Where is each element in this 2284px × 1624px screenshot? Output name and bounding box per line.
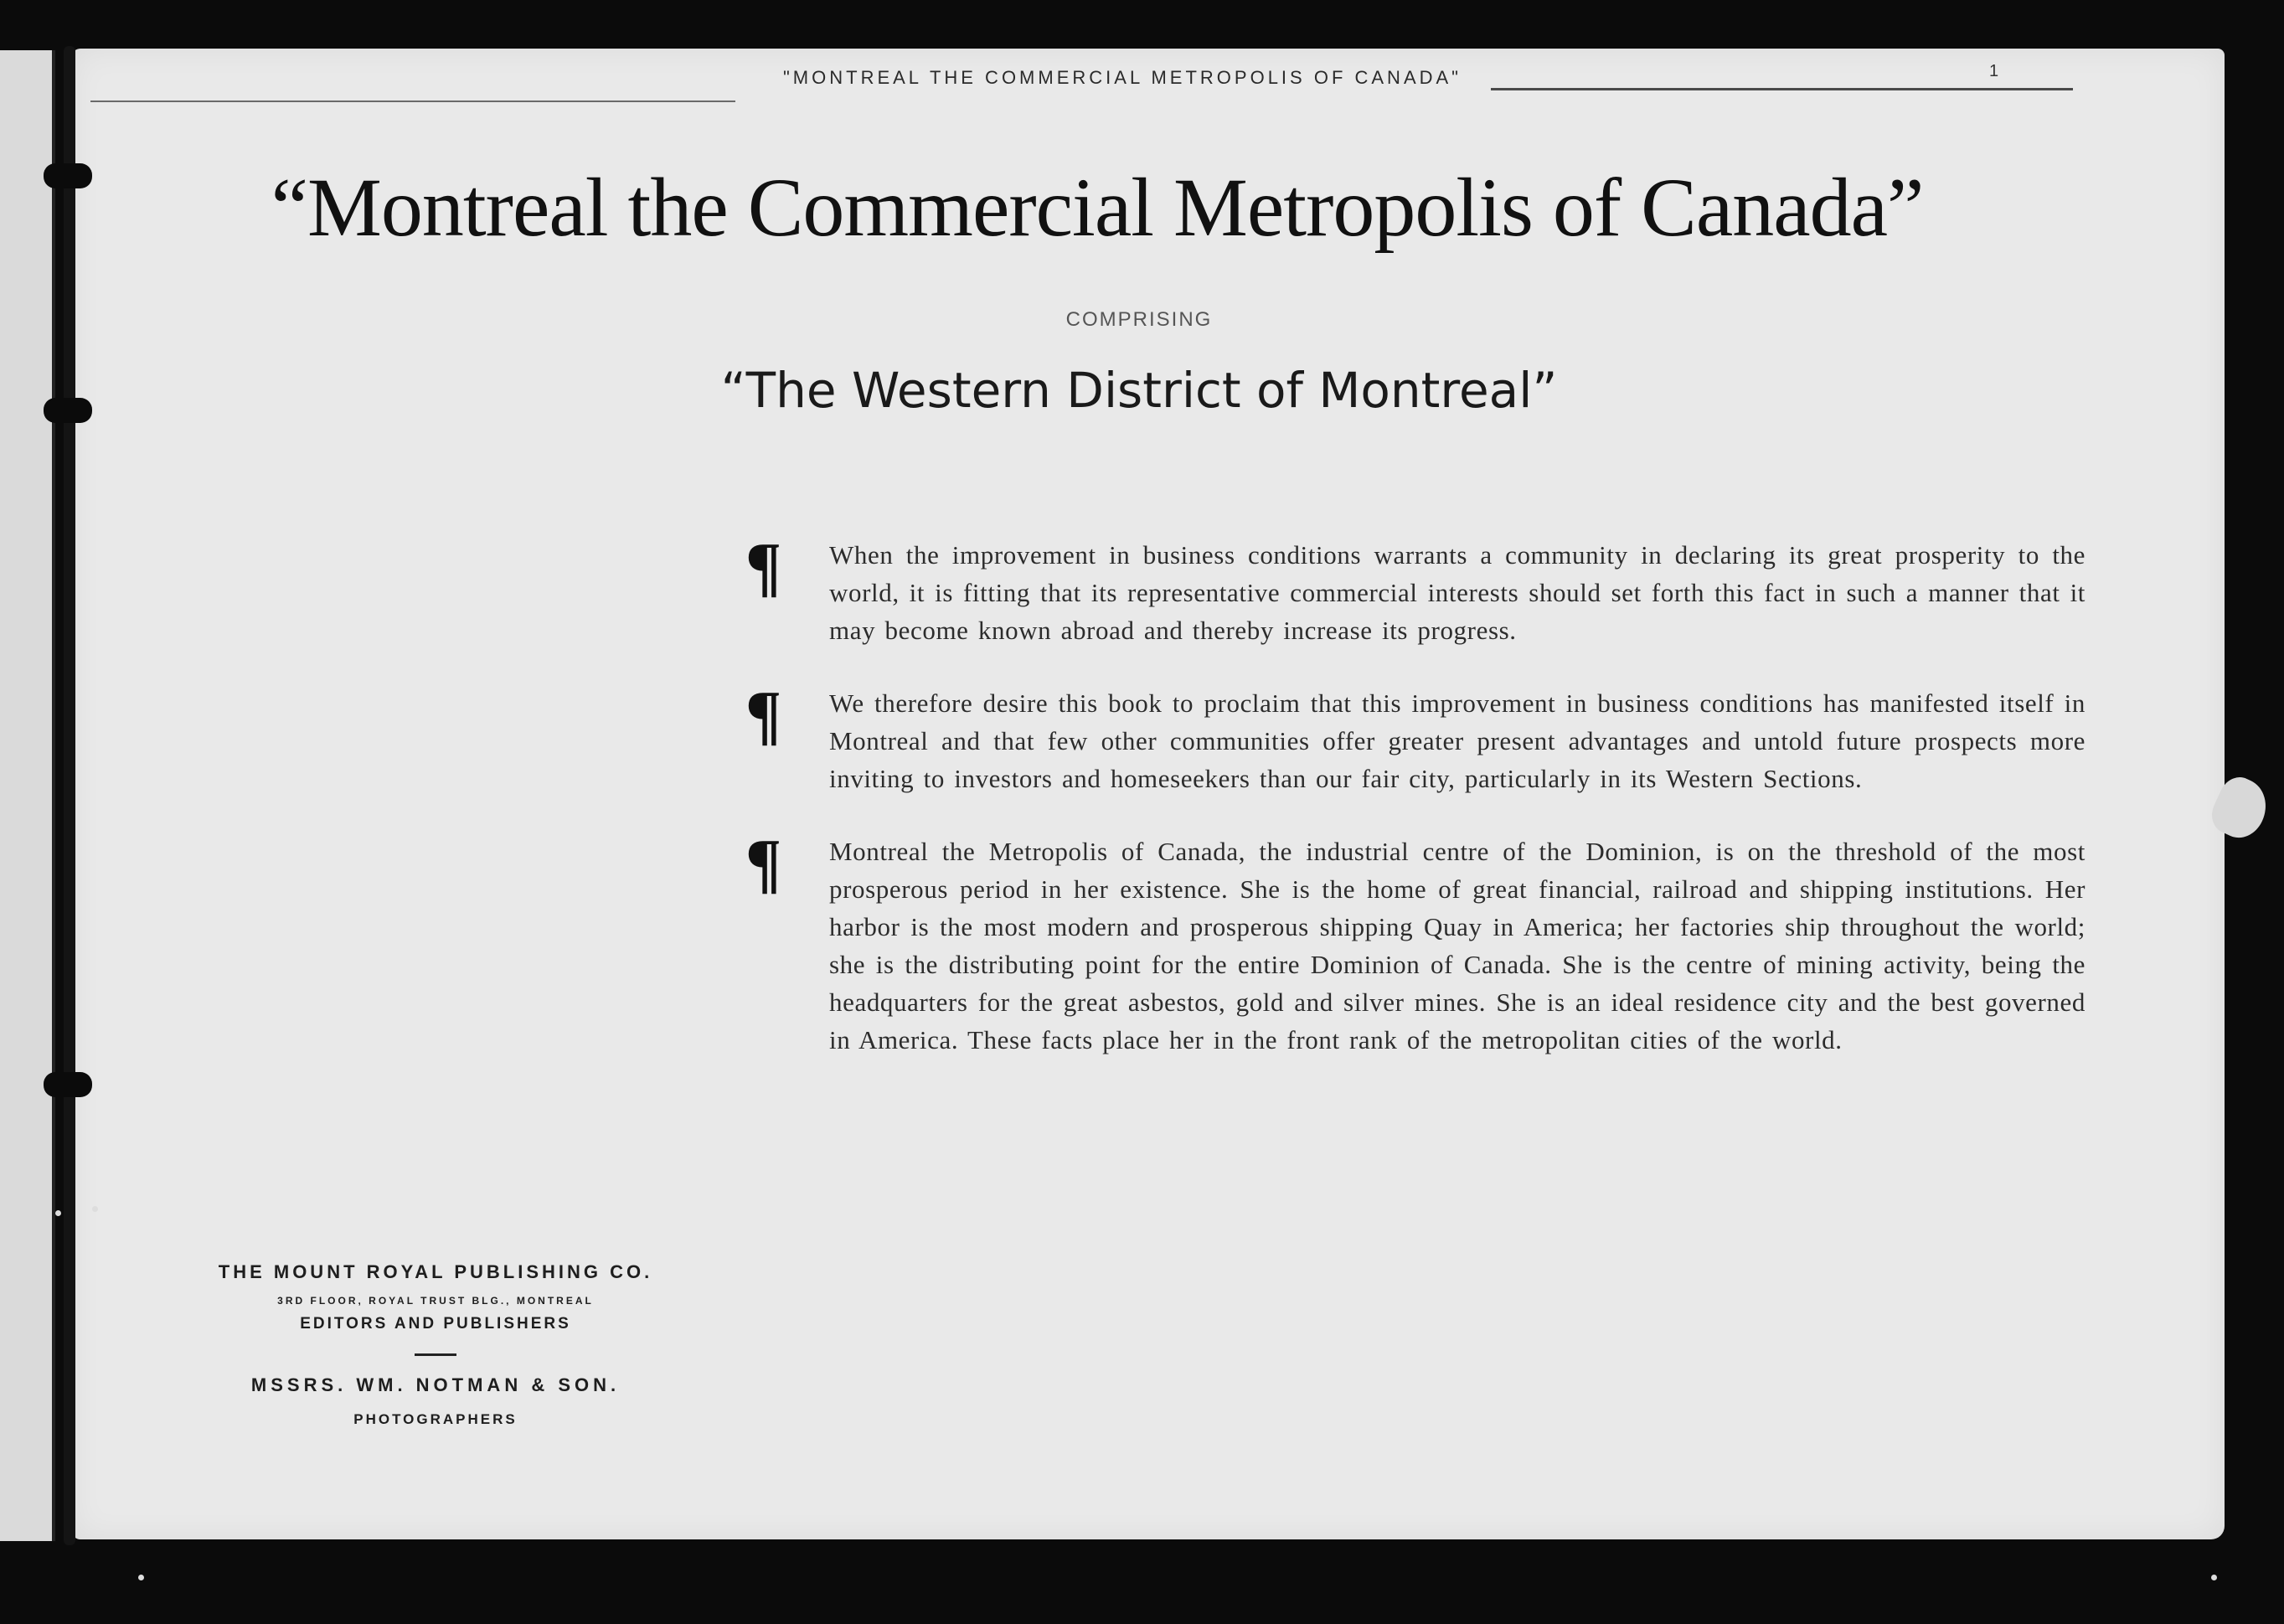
page-number: 1: [1989, 62, 1999, 80]
binding-ring: [44, 163, 92, 188]
page-title: “Montreal the Commercial Metropolis of Canada”: [271, 161, 1924, 254]
imprint: [168, 1256, 704, 1428]
scan-speck: [2211, 1575, 2217, 1580]
book-binding: [64, 46, 75, 1545]
pilcrow-icon: ¶: [745, 678, 782, 752]
page-subtitle: “The Western District of Montreal”: [720, 362, 1558, 419]
binding-ring: [44, 398, 92, 423]
paragraph: [745, 678, 2086, 797]
pilcrow-icon: ¶: [745, 530, 782, 604]
publisher-role: EDITORS AND PUBLISHERS: [300, 1315, 571, 1333]
scan-speck: [55, 1210, 61, 1216]
header-rule: [90, 101, 735, 102]
previous-page-edge: [0, 50, 55, 1541]
paragraph: [745, 827, 2086, 1059]
publisher-address: 3RD FLOOR, ROYAL TRUST BLG., MONTREAL: [277, 1295, 594, 1307]
imprint-divider: [415, 1353, 456, 1356]
publisher-name: THE MOUNT ROYAL PUBLISHING CO.: [218, 1261, 653, 1282]
photographer-role: PHOTOGRAPHERS: [353, 1411, 518, 1427]
photographer-name: MSSRS. WM. NOTMAN & SON.: [250, 1374, 621, 1395]
paragraph-text: Montreal the Metropolis of Canada, the industrial centre of the Dominion, is on the threshold of the most prosperous period in her existence. She is the home of great financial, railroad and shipping institutions. Her harbor is the most modern and prosperous shipping Quay in America; her factories ship throughout the world; she is the distributing point for the entire Dominion of Canada. She is the centre of mining activity, being the headquarters for the great asbestos, gold and silver mines. She is an ideal residence city and the best governed in America. These facts place her in the front rank of the metropolitan cities of the world.: [829, 837, 2086, 1054]
scan-speck: [138, 1575, 144, 1580]
running-head: "MONTREAL THE COMMERCIAL METROPOLIS OF CANADA": [783, 67, 1462, 88]
binding-ring: [44, 1072, 92, 1097]
comprising-label: COMPRISING: [1065, 308, 1213, 331]
paragraph: [745, 530, 2086, 649]
paragraph-text: When the improvement in business conditions warrants a community in declaring its great prosperity to the world, it is fitting that its representative commercial interests should set forth this fact in such a manner that it may become known abroad and thereby increase its progress.: [829, 540, 2086, 645]
pilcrow-icon: ¶: [745, 827, 782, 900]
body-text: [745, 530, 2086, 1094]
paragraph-text: We therefore desire this book to proclaim that this improvement in business conditions has manifested itself in Montreal and that few other communities offer greater present advantages and untold future prospects more inviting to investors and homeseekers than our fair city, particularly in its Western Sections.: [829, 688, 2086, 793]
scan-speck: [92, 1206, 98, 1212]
